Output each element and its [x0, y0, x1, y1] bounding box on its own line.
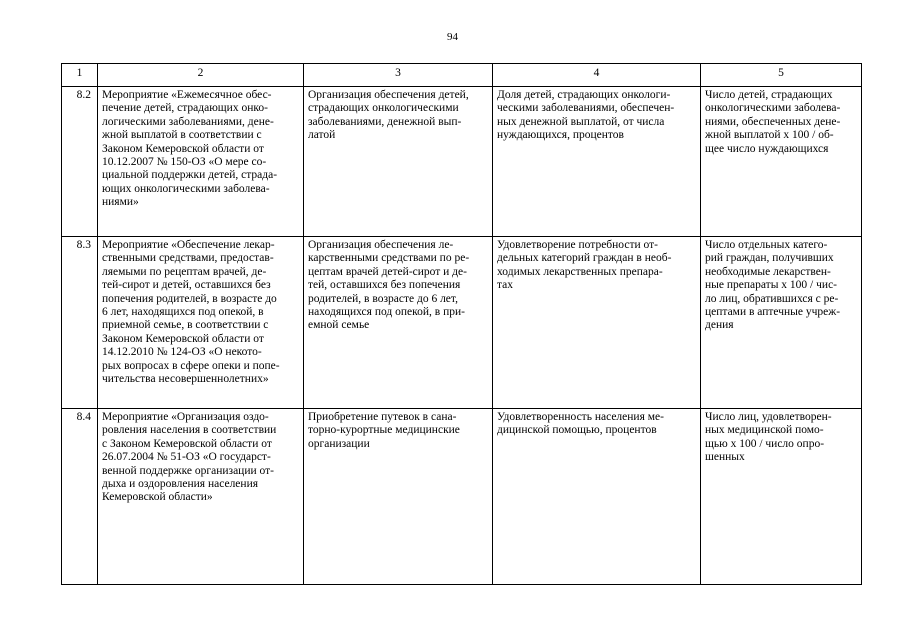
- task-cell: Организация обеспечения детей, страдающих онкологическими заболеваниями, денежной вып- латой: [304, 87, 493, 237]
- page-number: 94: [447, 31, 458, 43]
- column-header: 4: [493, 64, 701, 87]
- formula-cell: Число отдельных катего- рий граждан, получивших необходимые лекарствен- ные препараты х 100 / чис- ло лиц, обратившихся с ре- цептами в аптечные учреж- дения: [701, 237, 862, 409]
- table-header-row: [62, 64, 862, 87]
- measure-name-cell: Мероприятие «Обеспечение лекар- ственными средствами, предостав- ляемыми по рецептам врачей, де- тей-сирот и детей, оставшихся без попечения родителей, в возрасте до 6 лет, находящихся под опекой, в приемной семье, в соответствии с Законом Кемеровской области от 14.12.2010 № 124-ОЗ «О некото- рых вопросах в сфере опеки и попе- чительства несовершеннолетних»: [98, 237, 304, 409]
- table-row: [62, 409, 862, 585]
- measure-name-cell: Мероприятие «Организация оздо- ровления населения в соответствии с Законом Кемеровской области от 26.07.2004 № 51-ОЗ «О государст- венной поддержке организации от- дыха и оздоровления населения Кемеровской области»: [98, 409, 304, 585]
- column-header: 2: [98, 64, 304, 87]
- indicator-cell: Доля детей, страдающих онкологи- ческими заболеваниями, обеспечен- ных денежной выплатой, от числа нуждающихся, процентов: [493, 87, 701, 237]
- row-number: 8.4: [62, 409, 98, 585]
- measure-name-cell: Мероприятие «Ежемесячное обес- печение детей, страдающих онко- логическими заболеваниями, дене- жной выплатой в соответствии с Законом Кемеровской области от 10.12.2007 № 150-ОЗ «О мере со- циальной поддержки детей, страда- ющих онкологическими заболева- ниями»: [98, 87, 304, 237]
- task-cell: Приобретение путевок в сана- торно-курортные медицинские организации: [304, 409, 493, 585]
- row-number: 8.3: [62, 237, 98, 409]
- indicator-cell: Удовлетворение потребности от- дельных категорий граждан в необ- ходимых лекарственных препара- тах: [493, 237, 701, 409]
- column-header: 3: [304, 64, 493, 87]
- indicators-table: [61, 63, 862, 585]
- task-cell: Организация обеспечения ле- карственными средствами по ре- цептам врачей детей-сирот и де- тей, оставшихся без попечения родителей, в возрасте до 6 лет, находящихся под опекой, в при- емной семье: [304, 237, 493, 409]
- formula-cell: Число детей, страдающих онкологическими заболева- ниями, обеспеченных дене- жной выплатой х 100 / об- щее число нуждающихся: [701, 87, 862, 237]
- table-row: [62, 87, 862, 237]
- formula-cell: Число лиц, удовлетворен- ных медицинской помо- щью х 100 / число опро- шенных: [701, 409, 862, 585]
- table-row: [62, 237, 862, 409]
- row-number: 8.2: [62, 87, 98, 237]
- indicator-cell: Удовлетворенность населения ме- дицинской помощью, процентов: [493, 409, 701, 585]
- column-header: 1: [62, 64, 98, 87]
- column-header: 5: [701, 64, 862, 87]
